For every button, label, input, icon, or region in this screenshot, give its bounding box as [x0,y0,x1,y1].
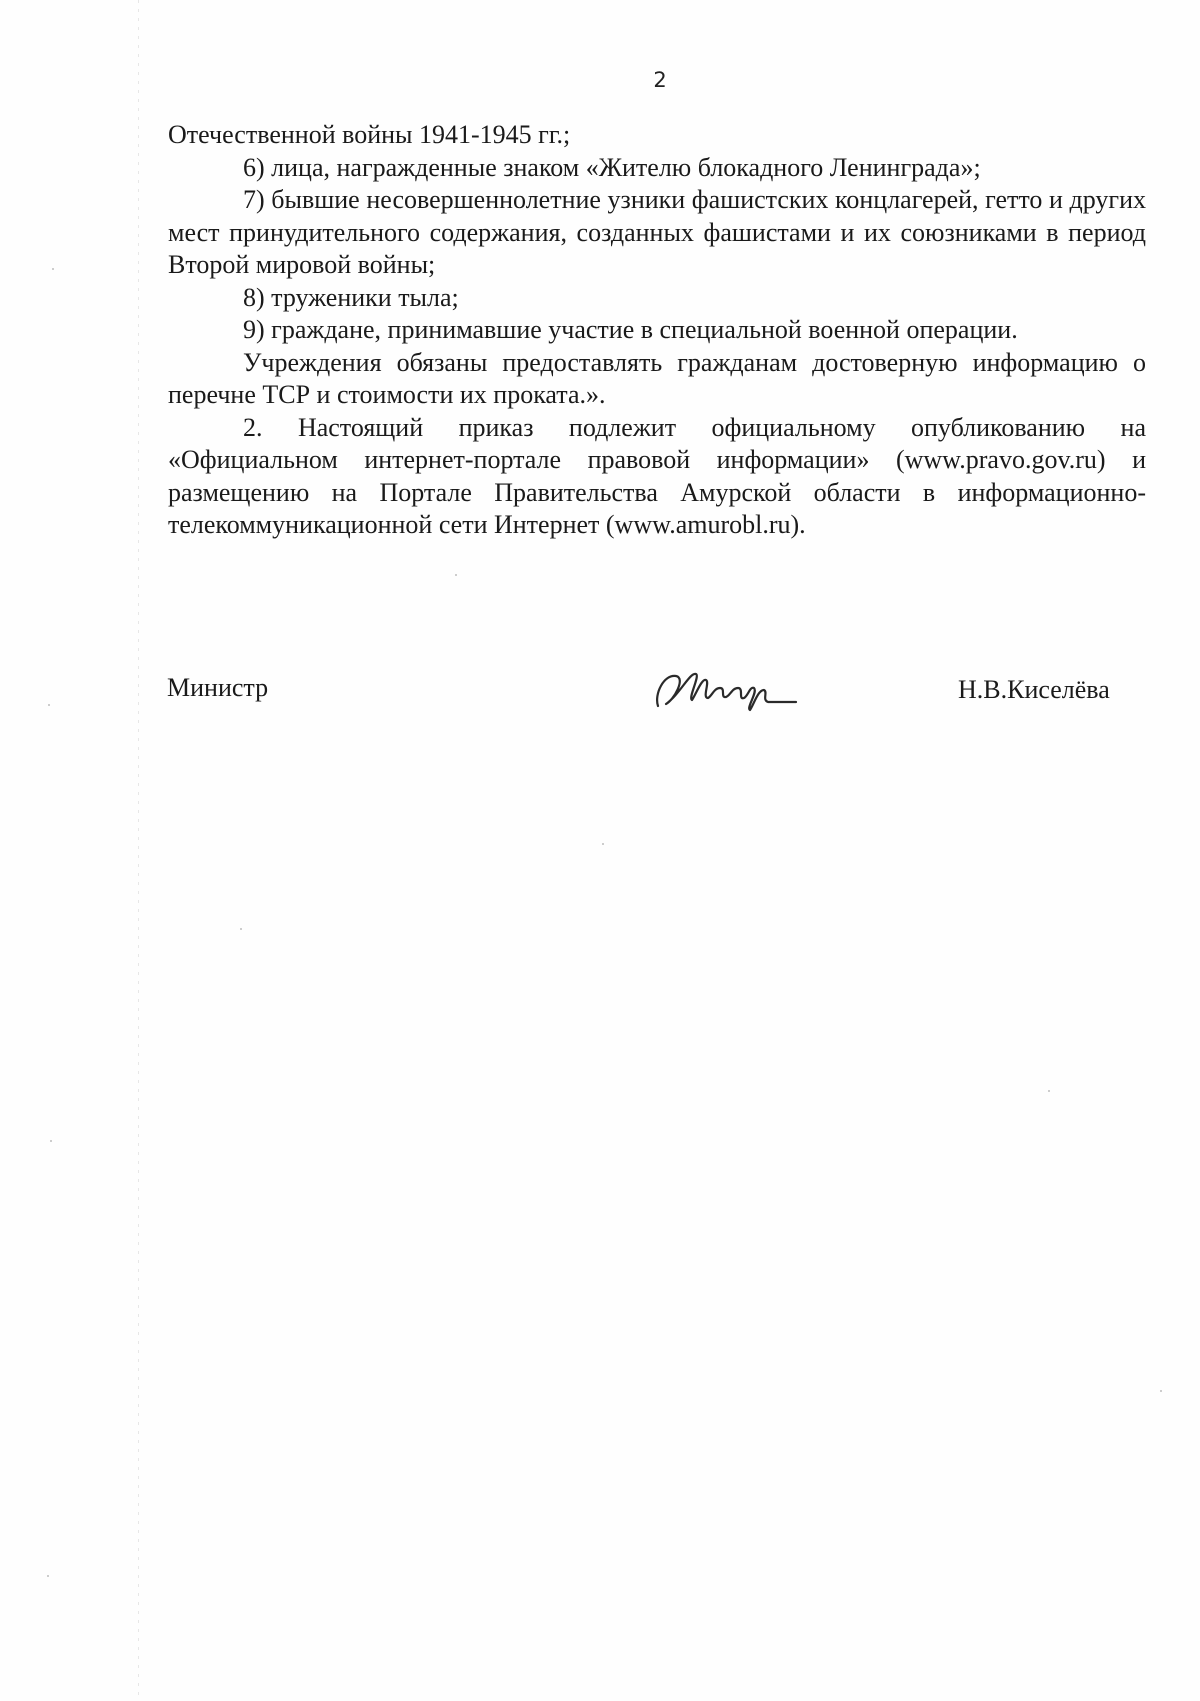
paragraph-institutions: Учреждения обязаны предоставлять гражданам достоверную информацию о перечне ТСР и стоимости их проката.». [168,347,1146,409]
scan-speck [1160,1390,1162,1392]
paragraph-continuation: Отечественной войны 1941-1945 гг.; [168,120,571,149]
handwritten-signature [650,664,800,714]
signatory-name: Н.В.Киселёва [958,675,1110,704]
list-item-8: 8) труженики тыла; [243,282,459,312]
page-number: 2 [653,68,667,92]
scan-speck [47,1575,49,1577]
list-item-7: 7) бывшие несовершеннолетние узники фашистских концлагерей, гетто и других мест принудительного содержания, созданных фашистами и их союзниками в период Второй мировой войны; [168,185,1146,279]
signature-block [0,664,1200,724]
paragraph-item-2: 2. Настоящий приказ подлежит официальному опубликованию на «Официальном интернет-портале правовой информации» (www.pravo.gov.ru) и размещению на Портале Правительства Амурской области в информационно-телекоммуникационной сети Интернет (www.amurobl.ru). [168,412,1146,539]
scan-speck [48,704,50,706]
document-body [168,119,1146,542]
list-item-9: 9) граждане, принимавшие участие в специальной военной операции. [243,315,1018,344]
scan-speck [602,843,604,845]
scan-edge-line [138,0,139,1701]
scan-speck [455,574,457,576]
signatory-position: Министр [167,673,269,702]
scan-speck [240,928,242,930]
list-item-6: 6) лица, награжденные знаком «Жителю блокадного Ленинграда»; [243,152,981,182]
scan-speck [1048,1090,1050,1092]
scan-speck [50,1140,52,1142]
scan-speck [52,268,54,270]
